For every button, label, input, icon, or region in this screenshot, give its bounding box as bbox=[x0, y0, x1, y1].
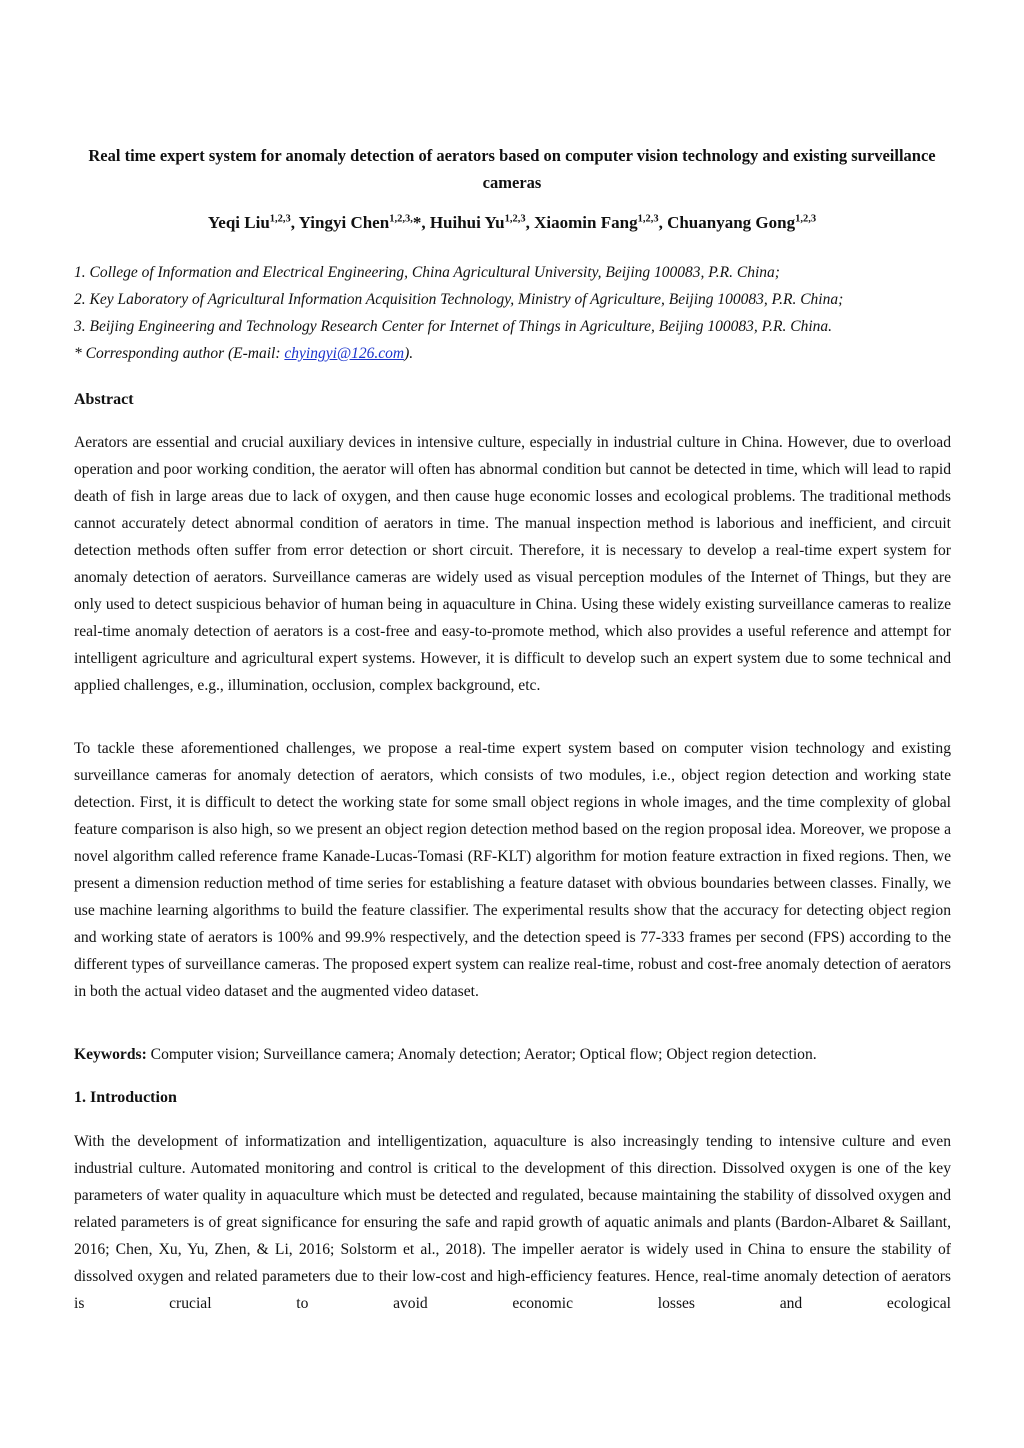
author-name: Yeqi Liu bbox=[207, 213, 270, 232]
introduction-paragraph-1: With the development of informatization and intelligentization, aquaculture is also increasingly tending to intensive culture and even industrial culture. Automated monitoring and control is critical to the development of this direction. Dissolved oxygen is one of the key parameters of water quality in aquaculture which must be detected and regulated, because maintaining the stability of dissolved oxygen and related parameters is of great significance for ensuring the safe and rapid growth of aquatic animals and plants (Bardon-Albaret & Saillant, 2016; Chen, Xu, Yu, Zhen, & Li, 2016; Solstorm et al., 2018). The impeller aerator is widely used in China to ensure the stability of dissolved oxygen and related parameters due to their low-cost and high-efficiency features. Hence, real-time anomaly detection of aerators is crucial to avoid economic losses and ecological bbox=[74, 1133, 951, 1312]
affiliation-line: 2. Key Laboratory of Agricultural Information Acquisition Technology, Ministry of Agriculture, Beijing 100083, P.R. China; bbox=[74, 291, 844, 308]
author-separator: , bbox=[290, 213, 299, 232]
author-affiliation-marker: 1,2,3 bbox=[269, 213, 291, 225]
author-name: Chuanyang Gong bbox=[667, 213, 796, 232]
author-separator: *, bbox=[412, 213, 430, 232]
corresponding-author bbox=[74, 340, 974, 367]
author-separator: , bbox=[658, 213, 668, 232]
abstract-paragraph-1: Aerators are essential and crucial auxiliary devices in intensive culture, especially in industrial culture in China. However, due to overload operation and poor working condition, the aerator will often has abnormal condition but cannot be detected in time, which will lead to rapid death of fish in large areas due to lack of oxygen, and then cause huge economic losses and ecological problems. The traditional methods cannot accurately detect abnormal condition of aerators in time. The manual inspection method is laborious and inefficient, and circuit detection methods often suffer from error detection or short circuit. Therefore, it is necessary to develop a real-time expert system for anomaly detection of aerators. Surveillance cameras are widely used as visual perception modules of the Internet of Things, but they are only used to detect suspicious behavior of human being in aquaculture in China. Using these widely existing surveillance cameras to realize real-time anomaly detection of aerators is a cost-free and easy-to-promote method, which also provides a useful reference and attempt for intelligent agriculture and agricultural expert systems. However, it is difficult to develop such an expert system due to some technical and applied challenges, e.g., illumination, occlusion, complex background, etc. bbox=[74, 434, 951, 694]
abstract-heading: Abstract bbox=[74, 391, 134, 408]
corresponding-suffix: ). bbox=[404, 345, 414, 362]
keywords bbox=[74, 1041, 951, 1068]
corresponding-email-link[interactable]: chyingyi@126.com bbox=[284, 345, 405, 362]
author-name: Xiaomin Fang bbox=[534, 213, 638, 232]
affiliations bbox=[74, 259, 974, 367]
abstract-paragraph-2: To tackle these aforementioned challenges, we propose a real-time expert system based on computer vision technology and existing surveillance cameras for anomaly detection of aerators, which consists of two modules, i.e., object region detection and working state detection. First, it is difficult to detect the working state for some small object regions in whole images, and the time complexity of global feature comparison is also high, so we present an object region detection method based on the region proposal idea. Moreover, we propose a novel algorithm called reference frame Kanade-Lucas-Tomasi (RF-KLT) algorithm for motion feature extraction in fixed regions. Then, we present a dimension reduction method of time series for establishing a feature dataset with obvious boundaries between classes. Finally, we use machine learning algorithms to build the feature classifier. The experimental results show that the accuracy for detecting object region and working state of aerators is 100% and 99.9% respectively, and the detection speed is 77-333 frames per second (FPS) according to the different types of surveillance cameras. The proposed expert system can realize real-time, robust and cost-free anomaly detection of aerators in both the actual video dataset and the augmented video dataset. bbox=[74, 740, 951, 1000]
affiliation-line: 1. College of Information and Electrical Engineering, China Agricultural University, Beijing 100083, P.R. China; bbox=[74, 264, 780, 281]
author-separator: , bbox=[525, 213, 535, 232]
author-list bbox=[74, 208, 950, 238]
introduction-heading: 1. Introduction bbox=[74, 1089, 177, 1106]
author-affiliation-marker: 1,2,3 bbox=[504, 213, 526, 225]
author-name: Huihui Yu bbox=[429, 213, 505, 232]
keywords-label: Keywords: bbox=[74, 1046, 147, 1063]
author-name: Yingyi Chen bbox=[298, 213, 390, 232]
corresponding-prefix: * Corresponding author (E-mail: bbox=[74, 345, 285, 362]
author-affiliation-marker: 1,2,3, bbox=[389, 213, 413, 225]
author-affiliation-marker: 1,2,3 bbox=[637, 213, 659, 225]
affiliation-line: 3. Beijing Engineering and Technology Research Center for Internet of Things in Agriculture, Beijing 100083, P.R. China. bbox=[74, 318, 832, 335]
author-affiliation-marker: 1,2,3 bbox=[795, 213, 817, 225]
keywords-text: Computer vision; Surveillance camera; Anomaly detection; Aerator; Optical flow; Object region detection. bbox=[146, 1046, 817, 1063]
paper-title: Real time expert system for anomaly detection of aerators based on computer vision technology and existing surveillance cameras bbox=[88, 146, 936, 192]
